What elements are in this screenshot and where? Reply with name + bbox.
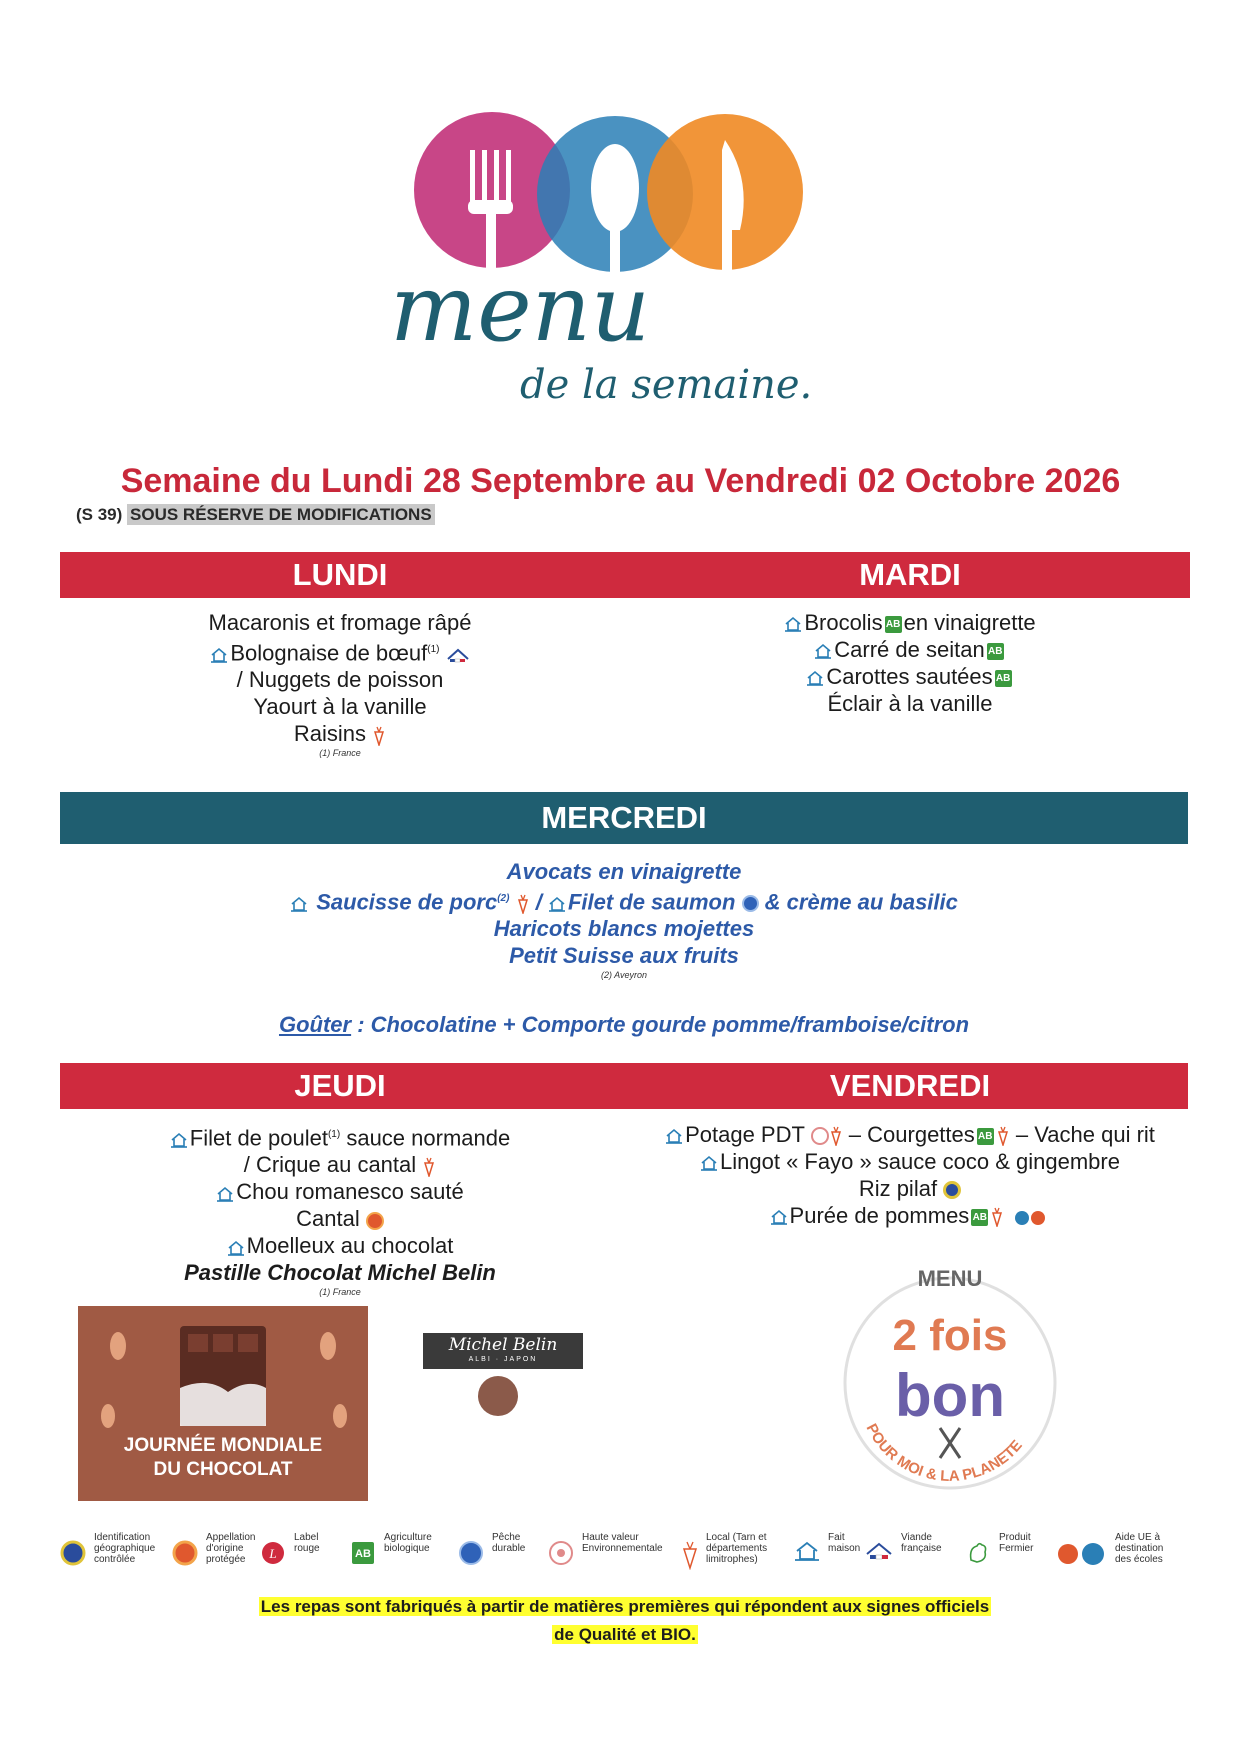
eu-school-icon [1010,1207,1050,1227]
eu-school-icon [1055,1540,1107,1571]
svg-text:AB: AB [355,1548,371,1560]
menu-item: Éclair à la vanille [827,691,993,716]
svg-text:bon: bon [895,1362,1005,1429]
mardi-menu [630,609,1190,717]
house-icon [814,643,832,659]
ab-icon: AB [971,1209,988,1226]
day-header-jeudi: JEUDI [294,1068,386,1103]
week-subtitle [76,505,435,525]
ab-icon: AB [977,1128,994,1145]
svg-text:menu: menu [390,255,651,362]
menu-2-fois-bon-badge [830,1258,1070,1498]
menu-item: Purée de pommes AB [630,1202,1190,1229]
hve-icon [548,1540,574,1571]
house-icon [665,1128,683,1144]
legend-label: Appellation d'origine protégée [206,1532,256,1565]
aop-icon [366,1212,384,1230]
svg-text:POUR MOI & LA PLANETE: POUR MOI & LA PLANETE [862,1421,1026,1486]
michel-belin-logo: Michel Belin ALBI · JAPON [423,1333,583,1369]
gouter-label: Goûter [278,1012,352,1037]
aop-icon [172,1540,198,1571]
carrot-icon [516,894,530,914]
ab-icon: AB [995,670,1012,687]
rooster-icon [965,1540,991,1571]
svg-text:2 fois: 2 fois [892,1311,1008,1360]
menu-item: Pastille Chocolat Michel Belin [184,1260,496,1286]
house-icon [770,1209,788,1225]
legend-label: Label rouge [294,1532,320,1554]
day-header-mardi: MARDI [859,557,961,592]
menu-item: / Nuggets de poisson [236,667,444,693]
menu-item: Avocats en vinaigrette [506,859,742,884]
svg-text:L: L [269,1546,277,1561]
house-icon [794,1540,820,1567]
menu-item: / Crique au cantal [60,1151,620,1178]
jeudi-note: (1) France [319,1287,361,1298]
menu-item: Potage PDT – Courgettes AB – Vache qui rit [630,1121,1190,1148]
svg-text:de la semaine.: de la semaine. [520,362,813,408]
legend-label: Viande française [901,1532,942,1554]
igp-icon [60,1540,86,1571]
carrot-icon [372,726,386,746]
reserve-notice: SOUS RÉSERVE DE MODIFICATIONS [127,504,435,525]
ab-icon: AB [885,616,902,633]
ab-icon [350,1540,376,1571]
day-header-lundi: LUNDI [292,557,388,592]
menu-item: Petit Suisse aux fruits [509,943,739,969]
menu-logo [380,110,880,420]
legend-label: Pêche durable [492,1532,526,1554]
house-icon [216,1186,234,1202]
gouter-text: : Chocolatine + Comporte gourde pomme/framboise/citron [351,1012,970,1037]
mercredi-menu [60,858,1188,981]
carrot-icon [996,1126,1010,1146]
house-icon [806,670,824,686]
label-rouge-icon [260,1540,286,1571]
menu-item: Moelleux au chocolat [60,1232,620,1259]
legend-label: Identification géographique contrôlée [94,1532,156,1565]
menu-item: Bolognaise de bœuf$^{(1)}$ [60,636,620,666]
lundi-menu [60,609,620,759]
house-icon [700,1155,718,1171]
ab-icon: AB [987,643,1004,660]
menu-item: Raisins [60,720,620,747]
menu-item: Haricots blancs mojettes [493,916,755,942]
menu-item: Carré de seitan AB [630,636,1190,663]
week-number: (S 39) [76,505,123,524]
house-icon [548,896,566,912]
house-icon [784,616,802,632]
lundi-note: (1) France [319,748,361,759]
carrot-icon [990,1207,1004,1227]
legend-label: Local (Tarn et départements limitrophes) [706,1532,768,1565]
msc-icon [458,1540,484,1571]
jeudi-menu [60,1121,620,1298]
carrot-icon [680,1540,700,1575]
menu-item: Carottes sautées AB [630,663,1190,690]
pastille-chocolat-image [478,1376,518,1416]
legend-label: Aide UE à destination des écoles [1115,1532,1164,1565]
house-icon [227,1240,245,1256]
house-icon [210,647,228,663]
week-title [0,462,1241,501]
legend-label: Haute valeur Environnementale [582,1532,663,1554]
week-title-text: Semaine du Lundi 28 Septembre au Vendredi 02 Octobre 2026 [120,462,1121,500]
carrot-icon [829,1126,843,1146]
house-icon [290,896,308,912]
bar-jeudi-vendredi [60,1063,1188,1109]
bar-lundi-mardi [60,552,1190,598]
footer-line-2: de Qualité et BIO. [554,1625,696,1644]
french-meat-icon [865,1540,893,1567]
day-header-mercredi: MERCREDI [60,792,1188,844]
menu-item: Saucisse de porc$^{(2)}$ / Filet de saumon & crème au basilic [60,885,1188,915]
msc-icon [742,895,759,912]
igp-icon [943,1181,961,1199]
hve-icon [811,1127,829,1145]
svg-text:MENU: MENU [917,1266,983,1291]
menu-item: Riz pilaf [630,1175,1190,1202]
menu-item: Cantal [60,1205,620,1232]
vendredi-menu [630,1121,1190,1229]
gouter-line [60,1012,1188,1038]
legend-label: Fait maison [828,1532,861,1554]
menu-item: Lingot « Fayo » sauce coco & gingembre [630,1148,1190,1175]
poster-line-2: DU CHOCOLAT [153,1459,293,1480]
journee-chocolat-poster [78,1306,368,1501]
legend-label: Agriculture biologique [384,1532,432,1554]
menu-item: Chou romanesco sauté [60,1178,620,1205]
menu-item: Filet de poulet$^{(1)}$ sauce normande [60,1121,620,1151]
footer-note [162,1593,1088,1649]
day-header-vendredi: VENDREDI [829,1068,991,1103]
house-icon [170,1132,188,1148]
french-meat-icon [446,647,470,663]
mercredi-note: (2) Aveyron [600,970,648,981]
menu-item: Brocolis AB en vinaigrette [630,609,1190,636]
label-legend [60,1528,1210,1578]
footer-line-1: Les repas sont fabriqués à partir de matières premières qui répondent aux signes officiels [260,1597,990,1616]
menu-item: Yaourt à la vanille [253,694,427,720]
legend-label: Produit Fermier [999,1532,1034,1554]
menu-item: Macaronis et fromage râpé [208,610,472,635]
poster-line-1: JOURNÉE MONDIALE [123,1435,323,1456]
carrot-icon [422,1157,436,1177]
